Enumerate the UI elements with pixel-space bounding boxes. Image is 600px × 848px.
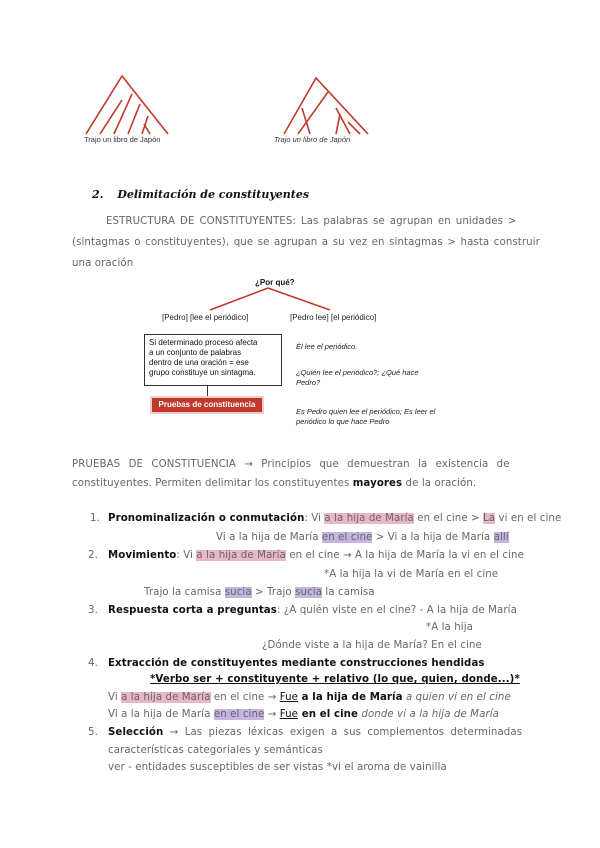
item-3-number: 3.: [88, 605, 98, 616]
diagram-branches: [190, 286, 350, 314]
item-3-line-1: Respuesta corta a preguntas: ¿A quién viste en el cine? - A la hija de María: [108, 605, 517, 616]
example-2a: ¿Quién lee el periódico?; ¿Qué hace: [296, 368, 419, 377]
item-3-line-3: ¿Dónde viste a la hija de María? En el cine: [262, 640, 482, 651]
tree-left-caption: Trajo un libro de Japón: [84, 135, 161, 144]
section-number: 2.: [92, 188, 104, 201]
example-3a: Es Pedro quien lee el periódico; Es leer el: [296, 407, 436, 416]
item-4-title: Extracción de constituyentes mediante construcciones hendidas: [108, 658, 485, 669]
item-1-line-1: Pronominalización o conmutación: Vi a la hija de María en el cine > La vi en el cine: [108, 513, 562, 524]
section-heading: [92, 188, 309, 201]
item-5-line-1: Selección → Las piezas léxicas exigen a sus complementos determinadas: [108, 727, 523, 738]
item-2-line-3: Trajo la camisa sucia > Trajo sucia la camisa: [144, 587, 375, 598]
item-4-line-2: Vi a la hija de María en el cine → Fue en el cine donde vi a la hija de María: [108, 709, 499, 720]
definition-box: [144, 334, 282, 386]
pruebas-button[interactable]: Pruebas de constituencia: [152, 398, 262, 412]
item-1-line-2: Vi a la hija de María en el cine > Vi a la hija de María allí: [216, 532, 509, 543]
tree-diagram-right: [280, 74, 376, 140]
item-4-formula: *Verbo ser + constituyente + relativo (lo que, quien, donde...)*: [150, 674, 520, 685]
item-2-line-2: *A la hija la vi de María en el cine: [324, 569, 499, 580]
item-4-number: 4.: [88, 658, 98, 669]
box-connector: [207, 385, 208, 397]
definition-line: grupo constituye un sintagma.: [149, 368, 256, 377]
example-3b: periódico lo que hace Pedro: [296, 417, 390, 426]
example-1: Él lee el periódico.: [296, 342, 358, 351]
definition-line: a un conjunto de palabras: [149, 348, 242, 357]
item-5-line-3: ver - entidades susceptibles de ser vistas *vi el aroma de vainilla: [108, 762, 447, 773]
item-2-line-1: Movimiento: Vi a la hija de María en el cine → A la hija de María la vi en el cine: [108, 550, 524, 561]
example-2b: Pedro?: [296, 378, 321, 387]
definition-line: Si determinado proceso afecta: [149, 338, 258, 347]
item-4-line-1: Vi a la hija de María en el cine → Fue a la hija de María a quien vi en el cine: [108, 692, 511, 703]
item-3-line-2: *A la hija: [426, 622, 473, 633]
diagram-question: ¿Por qué?: [255, 278, 295, 287]
item-5-line-2: características categoriales y semánticas: [108, 745, 323, 756]
pruebas-line-1: PRUEBAS DE CONSTITUENCIA → Principios que demuestran la existencia de: [72, 459, 510, 470]
definition-line: dentro de una oración = ese: [149, 358, 249, 367]
item-1-number: 1.: [90, 513, 100, 524]
section-title: Delimitación de constituyentes: [117, 188, 310, 201]
intro-line-3: una oración: [72, 258, 134, 269]
item-2-number: 2.: [88, 550, 98, 561]
diagram-right-branch: [Pedro lee] [el periódico]: [290, 313, 377, 322]
tree-right-caption: Trajo un libro de Japón: [274, 135, 351, 144]
diagram-left-branch: [Pedro] [lee el periódico]: [162, 313, 249, 322]
item-5-number: 5.: [88, 727, 98, 738]
tree-diagram-left: [80, 72, 180, 140]
pruebas-line-2: constituyentes. Permiten delimitar los constituyentes mayores de la oración.: [72, 478, 477, 489]
intro-line-2: (sintagmas o constituyentes), que se agrupan a su vez en sintagmas > hasta construir: [72, 237, 540, 248]
intro-line-1: ESTRUCTURA DE CONSTITUYENTES: Las palabras se agrupan en unidades >: [106, 216, 517, 227]
